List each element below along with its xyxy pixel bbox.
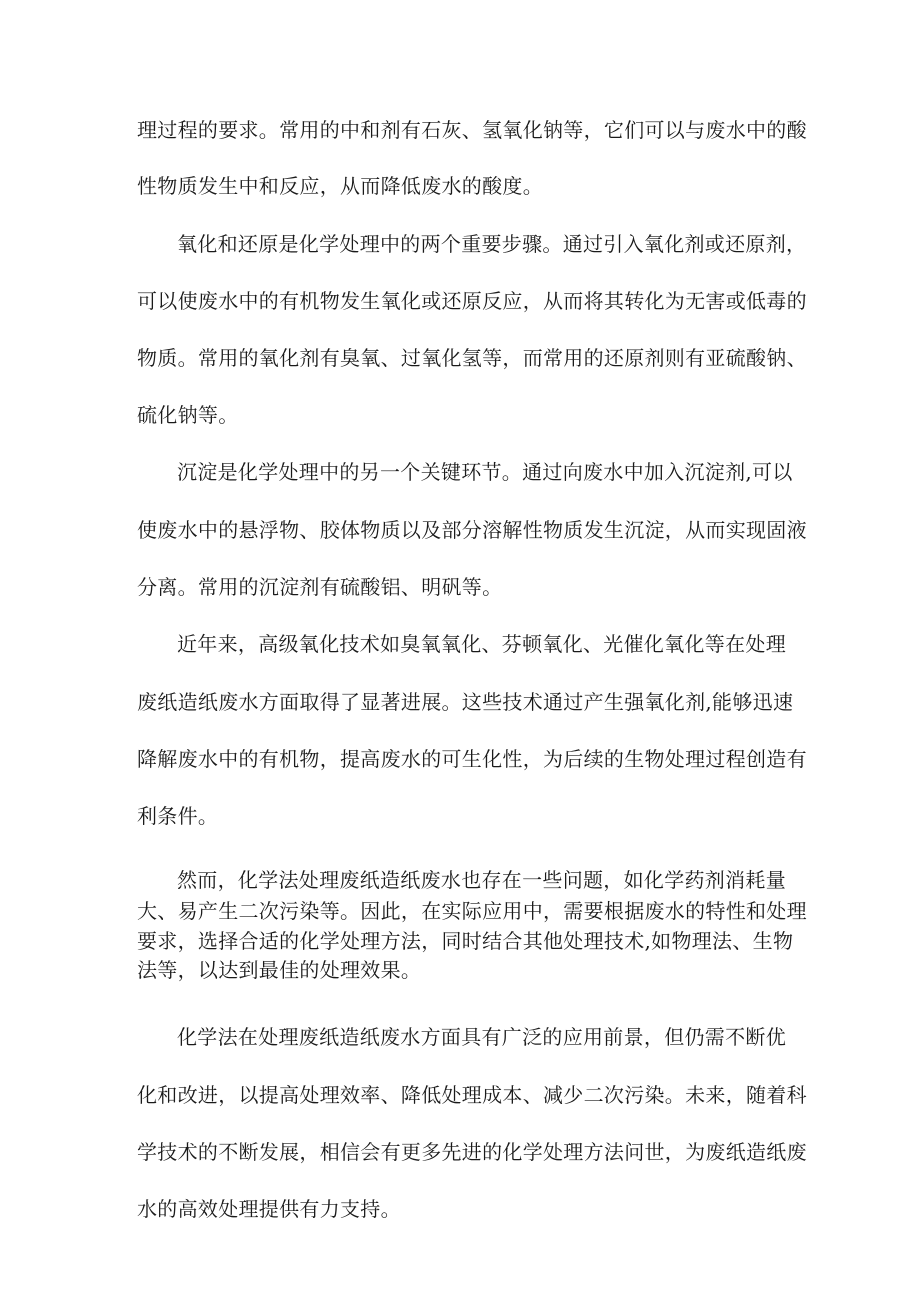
paragraph-2-line-4: 硫化钠等。: [137, 403, 239, 427]
paragraph-2-line-1: 氧化和还原是化学处理中的两个重要步骤。通过引入氧化剂或还原剂，: [177, 232, 807, 256]
paragraph-6-line-4: 水的高效处理提供有力支持。: [137, 1197, 401, 1221]
paragraph-5-line-3: 要求，选择合适的化学处理方法，同时结合其他处理技术,如物理法、生物: [137, 929, 794, 953]
paragraph-3-line-3: 分离。常用的沉淀剂有硫酸铝、明矾等。: [137, 575, 503, 599]
paragraph-5-line-4: 法等，以达到最佳的处理效果。: [137, 958, 422, 982]
paragraph-6-line-1: 化学法在处理废纸造纸废水方面具有广泛的应用前景，但仍需不断优: [177, 1025, 786, 1049]
paragraph-6-line-2: 化和改进，以提高处理效率、降低处理成本、减少二次污染。未来，随着科: [137, 1083, 807, 1107]
paragraph-3-line-2: 使废水中的悬浮物、胶体物质以及部分溶解性物质发生沉淀，从而实现固液: [137, 518, 807, 542]
paragraph-4-line-1: 近年来，高级氧化技术如臭氧氧化、芬顿氧化、光催化氧化等在处理: [177, 632, 786, 656]
paragraph-5-line-2: 大、易产生二次污染等。因此，在实际应用中，需要根据废水的特性和处理: [137, 899, 807, 923]
paragraph-4-line-4: 利条件。: [137, 804, 219, 828]
paragraph-4-line-2: 废纸造纸废水方面取得了显著进展。这些技术通过产生强氧化剂,能够迅速: [137, 690, 794, 714]
paragraph-3-line-1: 沉淀是化学处理中的另一个关键环节。通过向废水中加入沉淀剂,可以: [177, 460, 793, 484]
paragraph-5-line-1: 然而，化学法处理废纸造纸废水也存在一些问题，如化学药剂消耗量: [177, 868, 786, 892]
paragraph-4-line-3: 降解废水中的有机物，提高废水的可生化性，为后续的生物处理过程创造有: [137, 747, 807, 771]
paragraph-2-line-2: 可以使废水中的有机物发生氧化或还原反应，从而将其转化为无害或低毒的: [137, 289, 807, 313]
paragraph-6-line-3: 学技术的不断发展，相信会有更多先进的化学处理方法问世，为废纸造纸废: [137, 1140, 807, 1164]
paragraph-1-line-1: 理过程的要求。常用的中和剂有石灰、氢氧化钠等，它们可以与废水中的酸: [137, 118, 807, 142]
paragraph-2-line-3: 物质。常用的氧化剂有臭氧、过氧化氢等，而常用的还原剂则有亚硫酸钠、: [137, 346, 807, 370]
paragraph-1-line-2: 性物质发生中和反应，从而降低废水的酸度。: [137, 174, 543, 198]
